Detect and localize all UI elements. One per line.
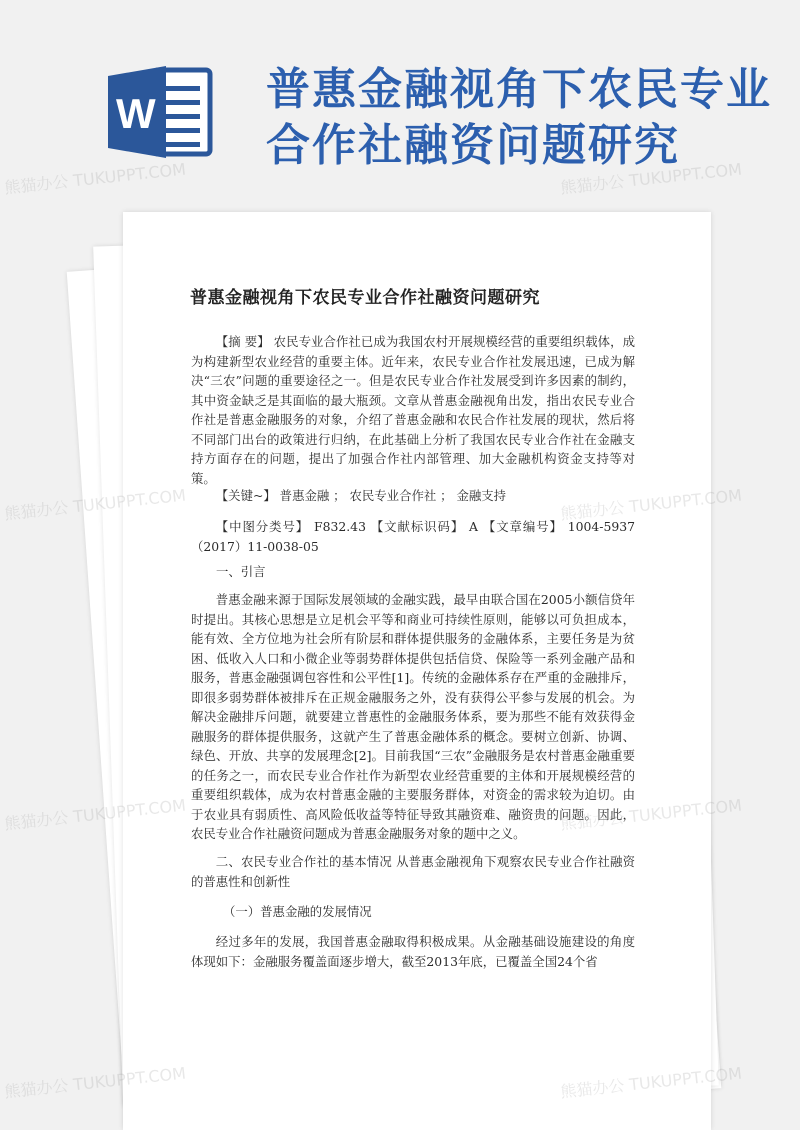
classification-info: 【中图分类号】 F832.43 【文献标识码】 A 【文章编号】 1004-5937（2017）11-0038-05 xyxy=(191,519,635,554)
watermark: 熊猫办公 TUKUPPT.COM xyxy=(559,795,743,834)
watermark: 熊猫办公 TUKUPPT.COM xyxy=(3,1063,187,1102)
section-heading: 一、引言 xyxy=(216,564,266,579)
word-document-icon xyxy=(104,62,220,162)
paragraph: 普惠金融来源于国际发展领域的金融实践，最早由联合国在2005小额信贷年时提出。其核心思想是立足机会平等和商业可持续性原则，能够以可负担成本，能有效、全方位地为社会所有阶层和群体提供服务的金融体系，主要任务是为贫困、低收入人口和小微企业等弱势群体提供包括信贷、保险等一系列金融产品和服务，普惠金融强调包容性和公平性[1]。传统的金融体系存在严重的金融排斥，即很多弱势群体被排斥在正规金融服务之外，没有获得公平参与发展的机会。为解决金融排斥问题，就要建立普惠性的金融服务体系，要为那些不能有效获得金融服务的群体提供服务，这就产生了普惠金融体系的概念。要树立创新、协调、绿色、开放、共享的发展理念[2]。目前我国“三农”金融服务是农村普惠金融重要的任务之一，而农民专业合作社作为新型农业经营重要的主体和开展规模经营的重要组织载体，成为农村普惠金融的主要服务群体，对资金的需求较为迫切。由于农业具有弱质性、高风险低收益等特征导致其融资难、融资贵的问题。因此，农民专业合作社融资问题成为普惠金融服务对象的题中之义。 xyxy=(191,592,635,841)
header xyxy=(0,0,800,200)
document-title: 普惠金融视角下农民专业合作社融资问题研究 xyxy=(190,288,540,308)
abstract: 【摘 要】 农民专业合作社已成为我国农村开展规模经营的重要组织载体，成为构建新型农业经营的重要主体。近年来，农民专业合作社发展迅速，已成为解决“三农”问题的重要途径之一。但是农民专业合作社发展受到许多因素的制约，其中资金缺乏是其面临的最大瓶颈。文章从普惠金融视角出发，指出农民专业合作社是普惠金融服务的对象，介绍了普惠金融和农民合作社发展的现状，然后将不同部门出台的政策进行归纳，在此基础上分析了我国农民专业合作社在金融支持方面存在的问题，提出了加强合作社内部管理、加大金融机构资金支持等对策。 xyxy=(191,334,635,486)
watermark: 熊猫办公 TUKUPPT.COM xyxy=(559,159,743,198)
page-title: 普惠金融视角下农民专业合作社融资问题研究 xyxy=(266,64,772,171)
watermark: 熊猫办公 TUKUPPT.COM xyxy=(3,795,187,834)
keywords: 【关键~】 普惠金融 ； 农民专业合作社 ； 金融支持 xyxy=(215,488,507,503)
document-page xyxy=(123,212,711,1130)
watermark: 熊猫办公 TUKUPPT.COM xyxy=(3,485,187,524)
subsection-heading: （一）普惠金融的发展情况 xyxy=(223,904,372,919)
section-heading: 二、农民专业合作社的基本情况 从普惠金融视角下观察农民专业合作社融资的普惠性和创新性 xyxy=(191,854,635,889)
watermark: 熊猫办公 TUKUPPT.COM xyxy=(559,1063,743,1102)
paragraph: 经过多年的发展，我国普惠金融取得积极成果。从金融基础设施建设的角度体现如下：金融服务覆盖面逐步增大，截至2013年底，已覆盖全国24个省 xyxy=(191,934,635,969)
watermark: 熊猫办公 TUKUPPT.COM xyxy=(3,159,187,198)
svg-text:W: W xyxy=(116,90,156,137)
watermark: 熊猫办公 TUKUPPT.COM xyxy=(559,485,743,524)
